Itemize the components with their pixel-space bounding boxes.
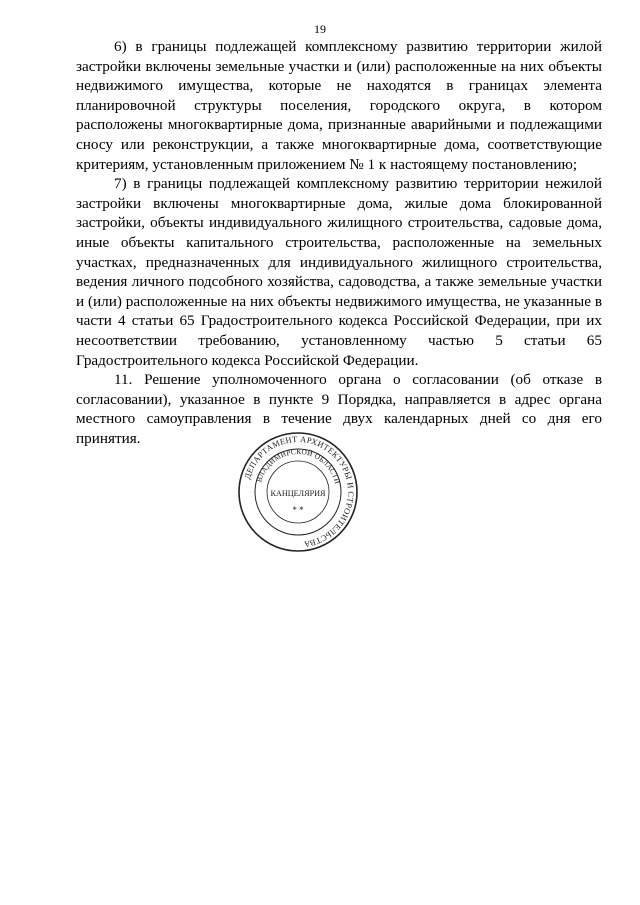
paragraph-item-6: 6) в границы подлежащей комплексному развитию территории жилой застройки включены земельные участки и (или) расположенные на них объекты недвижимого имущества, которые не находятся в границах элемента планировочной структуры поселения, городского округа, в котором расположены многоквартирные дома, признанные аварийными и подлежащими сносу или реконструкции, а также многоквартирные дома, соответствующие критериям, установленным приложением № 1 к настоящему постановлению;	[76, 38, 602, 173]
page-number: 19	[314, 22, 326, 36]
paragraph-clause-11: 11. Решение уполномоченного органа о согласовании (об отказе в согласовании), указанное в пункте 9 Порядка, направляется в адрес органа местного самоуправления в течение двух календарных дней со дня его принятия.	[76, 371, 602, 447]
stamp-center-text: КАНЦЕЛЯРИЯ	[270, 489, 326, 498]
document-body	[76, 37, 602, 448]
stamp-stars: * *	[292, 505, 304, 515]
stamp-outer-text: ДЕПАРТАМЕНТ АРХИТЕКТУРЫ И СТРОИТЕЛЬСТВА	[242, 434, 356, 549]
official-stamp	[237, 431, 359, 553]
paragraph-item-7: 7) в границы подлежащей комплексному развитию территории нежилой застройки включены многоквартирные дома, жилые дома блокированной застройки, объекты индивидуального жилищного строительства, садовые дома, иные объекты капитального строительства, расположенные на земельных участках, предназначенных для индивидуального жилищного строительства, ведения личного подсобного хозяйства, садоводства, а также земельные участки и (или) расположенные на них объекты недвижимого имущества, не указанные в части 4 статьи 65 Градостроительного кодекса Российской Федерации, при их несоответствии требованию, установленному частью 5 статьи 65 Градостроительного кодекса Российской Федерации.	[76, 175, 602, 369]
stamp-inner-text: ВЛАДИМИРСКОЙ ОБЛАСТИ	[254, 446, 343, 485]
stamp-seal	[237, 431, 359, 553]
